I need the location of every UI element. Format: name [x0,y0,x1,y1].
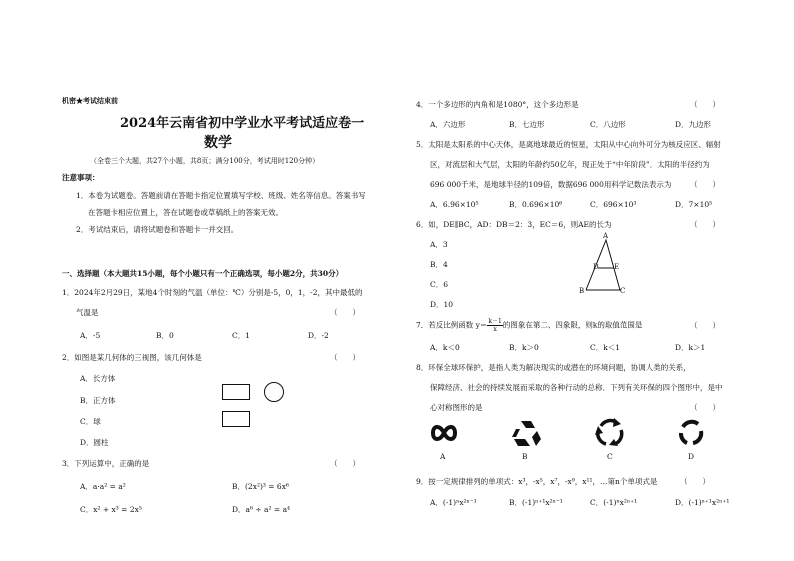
q1-option-c: C．1 [232,331,251,340]
q5-option-d: D．7×10⁵ [675,200,713,209]
section-1-title: 一、选择题（本大题共15小题，每个小题只有一个正确选项，每小题2分，共30分） [62,269,344,278]
triangle-figure [576,236,636,300]
q8-label-d: D [688,452,695,461]
q9-option-d: D．(-1)ⁿ⁺¹x²ⁿ⁺¹ [675,498,730,507]
q9-option-c: C．(-1)ⁿx²ⁿ⁺¹ [590,498,638,507]
label-point-d: D [593,263,599,271]
q6-answer-paren: （ ） [690,220,720,229]
q7-option-d: D．k＞1 [675,343,706,352]
front-view-rectangle [222,384,250,400]
q4-option-a: A．六边形 [430,120,466,129]
q9-option-b: B．(-1)ⁿ⁺¹x²ⁿ⁻¹ [509,498,563,507]
secret-label: 机密★考试结束前 [62,96,118,105]
q2-text: 2．如图是某几何体的三视图，该几何体是 [62,353,202,362]
q7-denominator: x [493,326,497,333]
q1-option-d: D．-2 [308,331,329,340]
q2-option-b: B．正方体 [80,396,116,405]
q6-option-b: B．4 [430,260,448,269]
q9-option-a: A．(-1)ⁿx²ⁿ⁻¹ [430,498,477,507]
label-point-e: E [614,263,620,271]
q1-option-b: B．0 [156,331,174,340]
q1-answer-paren: （ ） [330,308,360,317]
recycle-circle-icon [594,418,626,448]
q2-option-c: C．球 [80,417,101,426]
q5-answer-paren: （ ） [690,180,720,189]
infinity-loop-icon [430,422,458,444]
q5-text-b: 区，对流层和大气层，太阳的年龄约50亿年，现正处于“中年阶段”．太阳的半径约为 [430,160,710,169]
q9-answer-paren: （ ） [680,477,710,486]
q1-text-a: 1．2024年2月29日，某地4个时刻的气温（单位：℃）分别是-5，0，1，-2，其中最低的 [62,288,363,297]
q8-label-b: B [522,452,528,461]
q4-option-c: C．八边形 [590,120,626,129]
q6-option-d: D．10 [430,300,454,309]
notice-title: 注意事项： [62,173,100,182]
q7-numerator: k－1 [488,318,502,325]
q4-option-d: D．九边形 [675,120,712,129]
exam-title: 2024年云南省初中学业水平考试适应卷一 [120,116,365,131]
q3-option-d: D．a⁶ ÷ a² = a⁴ [232,505,291,514]
q7-text [416,318,642,333]
q3-text: 3．下列运算中，正确的是 [62,459,150,468]
q3-option-a: A．a·a² = a² [80,482,126,491]
q5-option-a: A．6.96×10⁵ [430,200,479,209]
q5-option-c: C．696×10³ [590,200,637,209]
q7-option-c: C．k＜1 [590,343,621,352]
label-point-b: B [579,287,585,295]
subject-title: 数学 [204,135,232,151]
q8-text-b: 保障经济、社会的持续发展而采取的各种行动的总称．下列有关环保的四个图形中，是中 [430,383,723,392]
q7-answer-paren: （ ） [690,321,720,330]
q6-text: 6．如，DE∥BC，AD：DB＝2：3，EC＝6，则AE的长为 [416,220,612,229]
notice-2: 2．考试结束后，请将试题卷和答题卡一并交回。 [76,225,239,234]
side-view-circle [264,382,284,402]
q4-text: 4．一个多边形的内角和是1080°，这个多边形是 [416,100,579,109]
q7-option-b: B．k＞0 [509,343,539,352]
notice-1b: 在答题卡相应位置上，答在试题卷或草稿纸上的答案无效。 [88,208,283,217]
q2-option-d: D．圆柱 [80,438,109,447]
q6-option-c: C．6 [430,280,449,289]
notice-1a: 1．本卷为试题卷。答题前请在答题卡指定位置填写学校、班级、姓名等信息。答案书写 [76,191,366,200]
label-point-c: C [620,287,626,295]
q8-text-a: 8．环保全球环保护，是指人类为解决现实的或潜在的环境问题，协调人类的关系， [416,363,691,372]
q2-answer-paren: （ ） [330,353,360,362]
q5-option-b: B．0.696×10⁶ [509,200,563,209]
q5-text-a: 5．太阳是太阳系的中心天体，是离地球最近的恒星，太阳从中心向外可分为核反应区、辐射 [416,140,721,149]
q7-option-a: A．k＜0 [430,343,460,352]
q4-answer-paren: （ ） [690,100,720,109]
q7-fraction [487,318,502,333]
recycle-arrows-icon [676,418,706,448]
recycle-triangle-icon [510,418,542,448]
q2-option-a: A．长方体 [80,374,116,383]
q1-text-b: 气温是 [76,308,99,317]
q5-text-c: 696 000千米，是地球半径的109倍，数据696 000用科学记数法表示为 [430,180,672,189]
q3-option-b: B．(2x²)³ = 6x⁶ [232,482,289,491]
q8-label-c: C [607,452,613,461]
q7-text-a: 7．若反比例函数 y＝ [416,320,488,330]
q8-text-c: 心对称图形的是 [430,403,483,412]
top-view-rectangle [222,411,250,427]
q7-text-b: 的图象在第二、四象限，则k的取值范围是 [502,320,643,330]
label-point-a: A [603,232,609,240]
q8-label-a: A [440,452,446,461]
q6-option-a: A．3 [430,240,448,249]
q8-answer-paren: （ ） [690,403,720,412]
q1-option-a: A．-5 [80,331,101,340]
q3-option-c: C．x² + x³ = 2x⁵ [80,505,142,514]
q3-answer-paren: （ ） [330,459,360,468]
exam-info: （全卷三个大题，共27个小题，共8页；满分100分，考试用时120分钟） [90,157,320,165]
q4-option-b: B．七边形 [509,120,545,129]
q9-text: 9．按一定规律排列的单项式：x³，-x⁵，x⁷，-x⁹，x¹¹，…第n个单项式是 [416,477,658,486]
